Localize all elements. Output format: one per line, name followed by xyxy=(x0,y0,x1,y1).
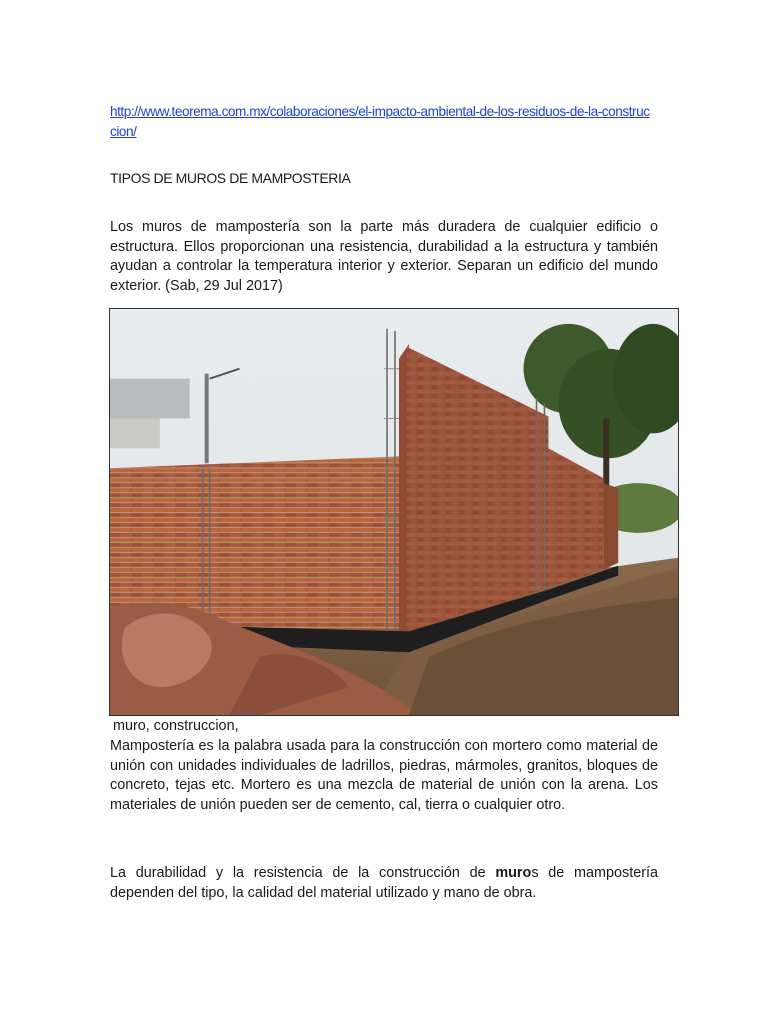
masonry-wall-photo xyxy=(109,308,679,716)
source-link[interactable]: http://www.teorema.com.mx/colaboraciones/el-impacto-ambiental-de-los-residuos-de-la-construccion/ xyxy=(110,104,650,139)
durability-paragraph xyxy=(110,864,658,903)
durability-bold-term: muro xyxy=(495,865,532,881)
definition-paragraph: Mampostería es la palabra usada para la construcción con mortero como material de unión con unidades individuales de ladrillos, piedras, mármoles, granitos, bloques de concreto, tejas etc. Mortero es una mezcla de material de unión con la arena. Los materiales de unión pueden ser de cemento, cal, tierra o cualquier otro. xyxy=(110,738,658,813)
durability-text-end: s de mampostería dependen del tipo, la calidad del material utilizado y mano de obra. xyxy=(110,865,658,901)
intro-paragraph: Los muros de mampostería son la parte más duradera de cualquier edificio o estructura. Ellos proporcionan una resistencia, durabilidad a la estructura y también ayudan a controlar la temperatura interior y exterior. Separan un edificio del mundo exterior. (Sab, 29 Jul 2017) xyxy=(110,219,658,294)
durability-text-start: La durabilidad y la resistencia de la construcción de xyxy=(110,865,496,881)
section-heading: TIPOS DE MUROS DE MAMPOSTERIA xyxy=(110,170,351,186)
masonry-wall-illustration xyxy=(110,309,678,715)
photo-caption: muro, construccion, xyxy=(113,718,239,734)
